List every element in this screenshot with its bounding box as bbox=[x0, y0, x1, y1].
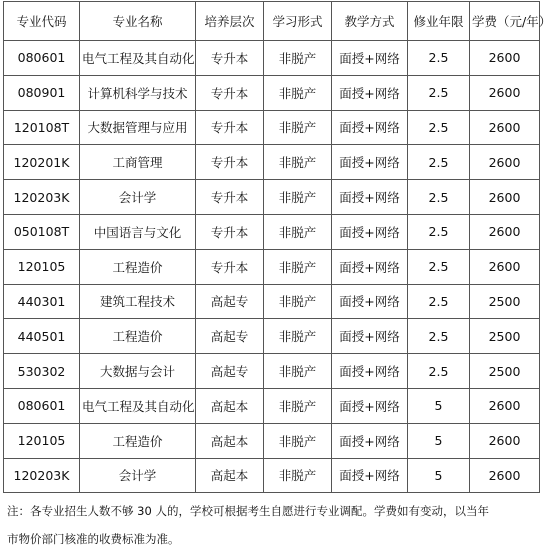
cell-study-form: 非脱产 bbox=[264, 145, 332, 180]
cell-program-name: 电气工程及其自动化 bbox=[80, 388, 196, 423]
cell-education-level: 专升本 bbox=[196, 75, 264, 110]
table-row bbox=[4, 423, 540, 458]
cell-tuition: 2600 bbox=[470, 423, 540, 458]
cell-program-code: 120108T bbox=[4, 110, 80, 145]
cell-education-level: 专升本 bbox=[196, 145, 264, 180]
table-row bbox=[4, 145, 540, 180]
cell-program-name: 电气工程及其自动化 bbox=[80, 41, 196, 76]
cell-program-code: 050108T bbox=[4, 214, 80, 249]
cell-study-form: 非脱产 bbox=[264, 110, 332, 145]
cell-study-years: 5 bbox=[408, 458, 470, 493]
cell-study-years: 2.5 bbox=[408, 75, 470, 110]
table-row bbox=[4, 319, 540, 354]
header-teaching-mode: 教学方式 bbox=[332, 2, 408, 41]
cell-tuition: 2500 bbox=[470, 284, 540, 319]
cell-program-name: 工程造价 bbox=[80, 319, 196, 354]
cell-study-form: 非脱产 bbox=[264, 423, 332, 458]
cell-tuition: 2600 bbox=[470, 249, 540, 284]
cell-program-name: 工程造价 bbox=[80, 249, 196, 284]
cell-program-name: 中国语言与文化 bbox=[80, 214, 196, 249]
cell-education-level: 专升本 bbox=[196, 214, 264, 249]
cell-education-level: 专升本 bbox=[196, 180, 264, 215]
header-tuition: 学费（元/年） bbox=[470, 2, 540, 41]
cell-study-form: 非脱产 bbox=[264, 284, 332, 319]
cell-tuition: 2600 bbox=[470, 180, 540, 215]
table-row bbox=[4, 110, 540, 145]
cell-study-years: 2.5 bbox=[408, 180, 470, 215]
cell-teaching-mode: 面授+网络 bbox=[332, 284, 408, 319]
cell-program-code: 440501 bbox=[4, 319, 80, 354]
cell-study-form: 非脱产 bbox=[264, 214, 332, 249]
fee-document bbox=[3, 1, 551, 553]
header-education-level: 培养层次 bbox=[196, 2, 264, 41]
cell-education-level: 专升本 bbox=[196, 249, 264, 284]
cell-teaching-mode: 面授+网络 bbox=[332, 388, 408, 423]
cell-program-name: 建筑工程技术 bbox=[80, 284, 196, 319]
cell-tuition: 2500 bbox=[470, 319, 540, 354]
cell-program-code: 120203K bbox=[4, 180, 80, 215]
cell-study-form: 非脱产 bbox=[264, 180, 332, 215]
cell-program-name: 会计学 bbox=[80, 458, 196, 493]
program-fee-table bbox=[3, 1, 551, 493]
cell-study-years: 2.5 bbox=[408, 145, 470, 180]
table-row bbox=[4, 354, 540, 389]
cell-study-years: 2.5 bbox=[408, 354, 470, 389]
cell-tuition: 2500 bbox=[470, 354, 540, 389]
table-row bbox=[4, 388, 540, 423]
table-row bbox=[4, 75, 540, 110]
cell-education-level: 高起本 bbox=[196, 388, 264, 423]
cell-tuition: 2600 bbox=[470, 388, 540, 423]
cell-study-years: 2.5 bbox=[408, 249, 470, 284]
cell-tuition: 2600 bbox=[470, 145, 540, 180]
cell-program-name: 计算机科学与技术 bbox=[80, 75, 196, 110]
cell-study-form: 非脱产 bbox=[264, 249, 332, 284]
cell-program-name: 大数据与会计 bbox=[80, 354, 196, 389]
cell-study-years: 5 bbox=[408, 388, 470, 423]
cell-study-form: 非脱产 bbox=[264, 458, 332, 493]
cell-education-level: 高起专 bbox=[196, 319, 264, 354]
cell-education-level: 专升本 bbox=[196, 110, 264, 145]
cell-education-level: 高起专 bbox=[196, 284, 264, 319]
table-header-row bbox=[4, 2, 540, 41]
cell-teaching-mode: 面授+网络 bbox=[332, 249, 408, 284]
cell-teaching-mode: 面授+网络 bbox=[332, 180, 408, 215]
header-program-code: 专业代码 bbox=[4, 2, 80, 41]
cell-teaching-mode: 面授+网络 bbox=[332, 110, 408, 145]
cell-study-form: 非脱产 bbox=[264, 41, 332, 76]
table-row bbox=[4, 41, 540, 76]
cell-program-name: 工程造价 bbox=[80, 423, 196, 458]
cell-tuition: 2600 bbox=[470, 41, 540, 76]
cell-tuition: 2600 bbox=[470, 75, 540, 110]
cell-program-code: 120203K bbox=[4, 458, 80, 493]
cell-study-years: 2.5 bbox=[408, 319, 470, 354]
cell-study-form: 非脱产 bbox=[264, 75, 332, 110]
cell-program-name: 大数据管理与应用 bbox=[80, 110, 196, 145]
header-study-form: 学习形式 bbox=[264, 2, 332, 41]
table-row bbox=[4, 180, 540, 215]
cell-teaching-mode: 面授+网络 bbox=[332, 75, 408, 110]
cell-tuition: 2600 bbox=[470, 110, 540, 145]
cell-program-code: 120105 bbox=[4, 249, 80, 284]
footnote: 注：各专业招生人数不够 30 人的，学校可根据考生自愿进行专业调配。学费如有变动，以当年市物价部门核准的收费标准为准。 bbox=[7, 504, 489, 547]
cell-teaching-mode: 面授+网络 bbox=[332, 214, 408, 249]
cell-program-code: 080601 bbox=[4, 388, 80, 423]
cell-study-form: 非脱产 bbox=[264, 388, 332, 423]
cell-study-years: 2.5 bbox=[408, 110, 470, 145]
cell-program-name: 会计学 bbox=[80, 180, 196, 215]
table-row bbox=[4, 249, 540, 284]
cell-program-code: 080601 bbox=[4, 41, 80, 76]
cell-education-level: 高起本 bbox=[196, 458, 264, 493]
cell-tuition: 2600 bbox=[470, 458, 540, 493]
cell-program-code: 440301 bbox=[4, 284, 80, 319]
cell-study-years: 5 bbox=[408, 423, 470, 458]
cell-program-code: 120105 bbox=[4, 423, 80, 458]
cell-program-code: 080901 bbox=[4, 75, 80, 110]
cell-study-form: 非脱产 bbox=[264, 319, 332, 354]
header-study-years: 修业年限 bbox=[408, 2, 470, 41]
cell-program-code: 120201K bbox=[4, 145, 80, 180]
cell-teaching-mode: 面授+网络 bbox=[332, 41, 408, 76]
table-row bbox=[4, 214, 540, 249]
cell-study-years: 2.5 bbox=[408, 214, 470, 249]
cell-study-form: 非脱产 bbox=[264, 354, 332, 389]
cell-teaching-mode: 面授+网络 bbox=[332, 423, 408, 458]
cell-teaching-mode: 面授+网络 bbox=[332, 319, 408, 354]
cell-program-name: 工商管理 bbox=[80, 145, 196, 180]
cell-teaching-mode: 面授+网络 bbox=[332, 145, 408, 180]
cell-teaching-mode: 面授+网络 bbox=[332, 354, 408, 389]
cell-education-level: 高起本 bbox=[196, 423, 264, 458]
table-row bbox=[4, 458, 540, 493]
cell-program-code: 530302 bbox=[4, 354, 80, 389]
cell-education-level: 专升本 bbox=[196, 41, 264, 76]
cell-tuition: 2600 bbox=[470, 214, 540, 249]
table-row bbox=[4, 284, 540, 319]
cell-teaching-mode: 面授+网络 bbox=[332, 458, 408, 493]
cell-study-years: 2.5 bbox=[408, 284, 470, 319]
header-program-name: 专业名称 bbox=[80, 2, 196, 41]
cell-study-years: 2.5 bbox=[408, 41, 470, 76]
cell-education-level: 高起专 bbox=[196, 354, 264, 389]
